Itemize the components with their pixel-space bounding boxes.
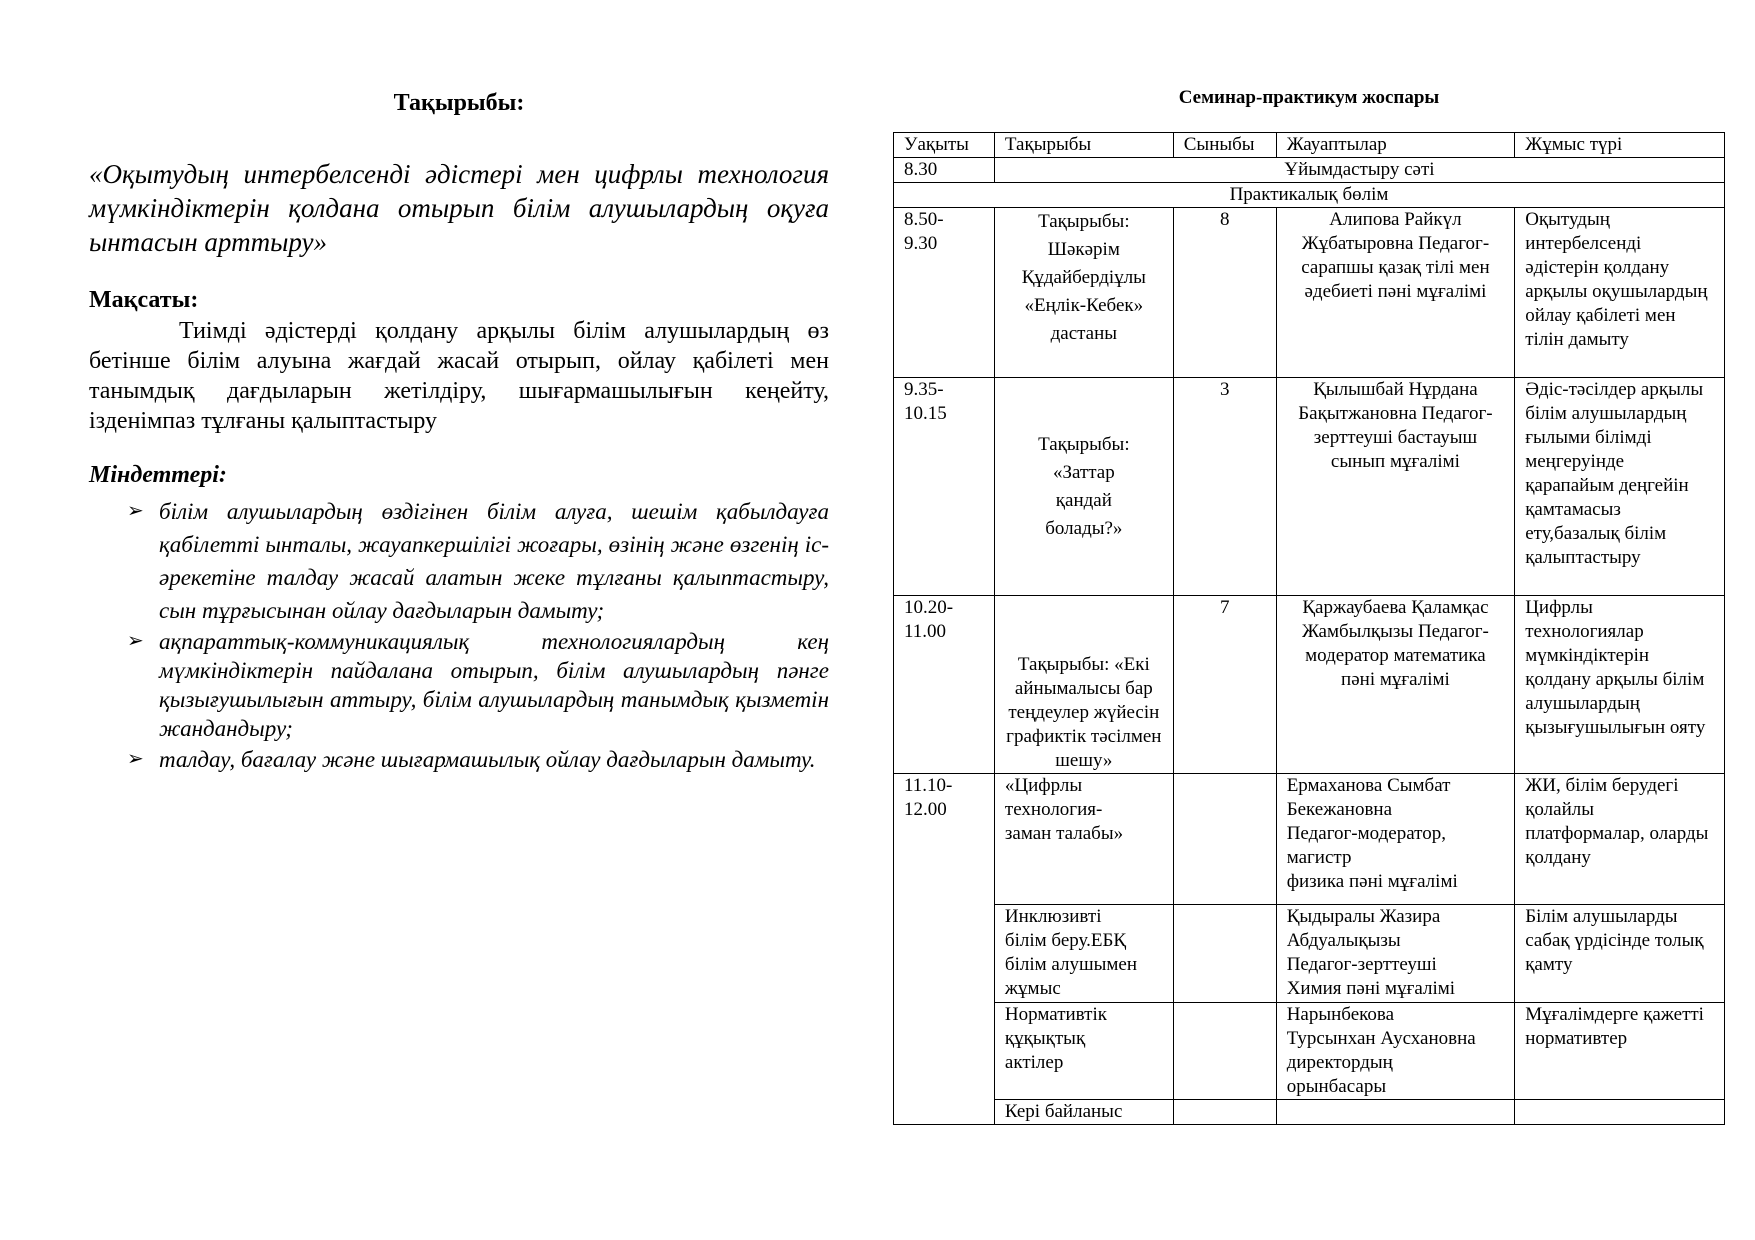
header-time: Уақыты: [894, 133, 995, 158]
row-work: [1515, 1100, 1725, 1125]
row-work: Цифрлы технологиялар мүмкіндіктерін қолдану арқылы білім алушылардың қызығушылығын ояту: [1515, 596, 1725, 774]
left-page: [89, 80, 829, 776]
table-row: [894, 1100, 1725, 1125]
practical-label: Практикалық бөлім: [894, 183, 1725, 208]
row-time: 9.35- 10.15: [894, 378, 995, 596]
row-responsible: Қаржаубаева Қаламқас Жамбылқызы Педагог-модератор математика пәні мұғалімі: [1276, 596, 1515, 774]
header-grade: Сыныбы: [1173, 133, 1276, 158]
row-work: Әдіс-тәсілдер арқылы білім алушылардың ғылыми білімді меңгеруінде қарапайым деңгейін қамтамасыз ету,базалық білім қалыптастыру: [1515, 378, 1725, 596]
tasks-list: [89, 495, 829, 776]
row-time: 8.50- 9.30: [894, 208, 995, 378]
header-work: Жұмыс түрі: [1515, 133, 1725, 158]
row-work: Білім алушыларды сабақ үрдісінде толық қамту: [1515, 905, 1725, 1003]
row-work: ЖИ, білім берудегі қолайлы платформалар, оларды қолдану: [1515, 774, 1725, 905]
task-item: ➢ ақпараттық-коммуникациялық технологиялардың кең мүмкіндіктерін пайдалана отырып, білім алушылардың пәнге қызығушылығын аттыру, білім алушылардың танымдық қызметін жандандыру;: [127, 629, 829, 741]
goal-text: Тиімді әдістерді қолдану арқылы білім алушылардың өз бетінше білім алуына жағдай жасай отырып, ойлау қабілеті мен танымдық дағдыларын жетілдіру, шығармашылығын кеңейту, ізденімпаз тұлғаны қалыптастыру: [89, 318, 829, 434]
row-grade: [1173, 774, 1276, 905]
row-responsible: Алипова Райкүл Жұбатыровна Педагог-сарапшы қазақ тілі мен әдебиеті пәні мұғалімі: [1276, 208, 1515, 378]
table-row: [894, 378, 1725, 596]
table-header-row: [894, 133, 1725, 158]
row-grade: [1173, 905, 1276, 1003]
row-time: 10.20- 11.00: [894, 596, 995, 774]
topic-heading: Тақырыбы:: [393, 90, 525, 116]
row-topic: Тақырыбы: «Екі айнымалысы бар теңдеулер жүйесін графиктік тәсілмен шешу»: [994, 596, 1173, 774]
arrow-bullet-icon: ➢: [127, 630, 144, 652]
row-grade: 3: [1173, 378, 1276, 596]
row-topic: Тақырыбы: Шәкәрім Құдайбердіұлы «Еңлік-Кебек» дастаны: [994, 208, 1173, 378]
topic-text: «Оқытудың интербелсенді әдістері мен цифрлы технология мүмкіндіктерін қолдана отырып білім алушылардың оқуға ынтасын арттыру»: [89, 159, 829, 257]
arrow-bullet-icon: ➢: [127, 500, 144, 522]
plan-table: [893, 132, 1725, 1125]
table-row: [894, 208, 1725, 378]
row-topic: Нормативтік құқықтық актілер: [994, 1003, 1173, 1100]
row-grade: [1173, 1100, 1276, 1125]
arrow-bullet-icon: ➢: [127, 748, 144, 770]
task-item: ➢ талдау, бағалау және шығармашылық ойлау дағдыларын дамыту.: [127, 743, 829, 776]
org-label: Ұйымдастыру сәті: [994, 158, 1724, 183]
row-work: Мұғалімдерге қажетті нормативтер: [1515, 1003, 1725, 1100]
row-responsible: [1276, 1100, 1515, 1125]
right-page: [893, 80, 1725, 1122]
org-time: 8.30: [894, 158, 995, 183]
row-topic: Тақырыбы: «Заттар қандай болады?»: [994, 378, 1173, 596]
tasks-heading: Міндеттері:: [89, 462, 227, 488]
goal-heading: Мақсаты:: [89, 287, 199, 313]
row-work: Оқытудың интербелсенді әдістерін қолдану арқылы оқушылардың ойлау қабілеті мен тілін дамыту: [1515, 208, 1725, 378]
row-topic: «Цифрлы технология- заман талабы»: [994, 774, 1173, 905]
row-topic: Кері байланыс: [994, 1100, 1173, 1125]
plan-title: Семинар-практикум жоспары: [1178, 87, 1440, 108]
header-topic: Тақырыбы: [994, 133, 1173, 158]
table-row-org: [894, 158, 1725, 183]
row-responsible: Нарынбекова Турсынхан Аусхановна директордың орынбасары: [1276, 1003, 1515, 1100]
row-responsible: Қылышбай Нұрдана Бақытжановна Педагог-зерттеуші бастауыш сынып мұғалімі: [1276, 378, 1515, 596]
row-topic: Инклюзивті білім беру.ЕБҚ білім алушымен жұмыс: [994, 905, 1173, 1003]
row-grade: 8: [1173, 208, 1276, 378]
row-grade: 7: [1173, 596, 1276, 774]
table-row: [894, 905, 1725, 1003]
table-row: [894, 1003, 1725, 1100]
row-responsible: Ермаханова Сымбат Бекежановна Педагог-модератор, магистр физика пәні мұғалімі: [1276, 774, 1515, 905]
row-time: 11.10- 12.00: [894, 774, 995, 1125]
table-row-practical: [894, 183, 1725, 208]
task-item: ➢ білім алушылардың өздігінен білім алуға, шешім қабылдауға қабілетті ынталы, жауапкершілігі жоғары, өзінің және өзгенің іс-әрекетіне талдау жасай алатын жеке тұлғаны қалыптастыру, сын тұрғысынан ойлау дағдыларын дамыту;: [127, 495, 829, 627]
table-row: [894, 596, 1725, 774]
row-grade: [1173, 1003, 1276, 1100]
table-row: [894, 774, 1725, 905]
row-responsible: Қыдыралы Жазира Абдуалықызы Педагог-зерттеуші Химия пәні мұғалімі: [1276, 905, 1515, 1003]
header-responsible: Жауаптылар: [1276, 133, 1515, 158]
